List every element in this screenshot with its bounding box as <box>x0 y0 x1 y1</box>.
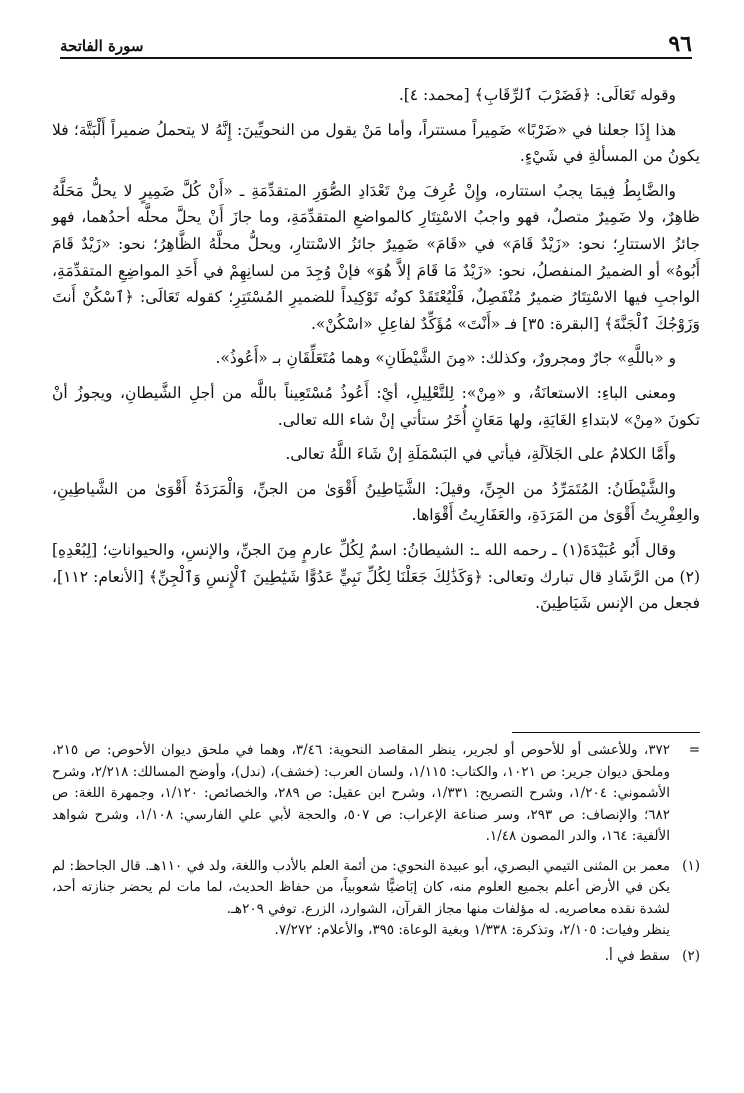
footnote-1 <box>52 856 700 942</box>
paragraph: والضَّابِطُ فِيمَا يجبُ استتاره، وإِنْ عُرِفَ مِنْ تَعْدَادِ الصُّوَرِ المتقدِّمَةِ ـ «أَنْ كُلَّ ضَمِيرٍ لا يحلُّ مَحَلَّهُ ظاهِرٌ، ولا ضَمِيرٌ متصلٌ، فهو واجبُ الاسْتِتَارِ كالمواضعِ المتقدِّمَةِ، وما جازَ أَنْ يحلَّ محلَّه أحدُهما، فهو جائزُ الاستتارِ؛ نحو: «زَيْدٌ قَامَ» في «قَامَ» ضَمِيرٌ جائزُ الاسْتتارِ، ويحلُّ محلَّهُ الظَّاهِرُ؛ نحو: «زَيْدٌ قَامَ أَبُوهُ» أو الضميرُ المنفصلُ، نحو: «زَيْدٌ مَا قَامَ إلاَّ هُوَ» فإنْ وُجِدَ من لسانِهِمْ في أَحَدِ المواضِعِ المتقدِّمَةِ، الواجبِ فيها الاسْتِتَارُ ضميرٌ مُنْفَصِلٌ، فَلْيُعْتَقَدْ كونُه تَوْكِيداً للضميرِ المُسْتَتِرِ؛ كقوله تَعَالَى: ﴿ٱسْكُنْ أَنتَ وَزَوْجُكَ ٱلْجَنَّةَ﴾ [البقرة: ٣٥] فـ «أَنْتَ» مُؤَكِّدٌ لفاعِلِ «اسْكُنْ». <box>52 181 700 333</box>
footnote-marker: = <box>688 742 700 758</box>
paragraph: وأَمَّا الكلامُ على الجَلاَلَةِ، فيأتي في البَسْمَلَةِ إنْ شَاءَ اللَّهُ تعالى. <box>285 445 676 464</box>
footnote-marker: (١) <box>682 857 700 874</box>
footnote-2 <box>52 946 700 968</box>
header-title: سورة الفاتحة <box>60 37 144 55</box>
footnote-reference: ينظر وفيات: ٢/١٠٥، وتذكرة: ١/٣٣٨ وبغية الوعاة: ٣٩٥، والأعلام: ٧/٢٧٢. <box>274 922 670 938</box>
footnote-text: معمر بن المثنى التيمي البصري، أبو عبيدة النحوي: من أئمة العلم بالأدب واللغة، ولد في ١١٠هـ. قال الجاحظ: لم يكن في الأرض أعلم بجميع العلوم منه، كان إبَاضيًّا شعوبياً، من حفاظ الحديث، لما مات لم يحضر جنازته أحد، لشدة نقده معاصريه. له مؤلفات منها مجاز القرآن، الشوارد، الزرع. توفي ٢٠٩هـ. <box>52 857 670 917</box>
footnote-continuation <box>52 740 700 848</box>
paragraph: و «باللَّهِ» جارٌ ومجرورٌ، وكذلك: «مِنَ الشَّيْطَانِ» وهما مُتَعَلِّقَانِ بـ «أَعُوذُ». <box>215 349 676 368</box>
footnote-text: ٣٧٢، وللأعشى أو للأحوص أو لجرير، ينظر المقاصد النحوية: ٣/٤٦، وهما في ملحق ديوان الأحوص: ص ٢١٥، وملحق ديوان جرير: ص ١٠٢١، والكتاب: ١/١١٥، ولسان العرب: (خشف)، (ندل)، وأوضح المسالك: ٢/٢١٨، وشرح الأشموني: ١/٢٠٤، وشرح التصريح: ١/٣٣١، وشرح ابن عقيل: ص ٢٨٩، والخصائص: ١/١٢٠، وجمهرة اللغة: ص ٦٨٢؛ والإنصاف: ص ٢٩٣، وسر صناعة الإعراب: ص ٥٠٧، والحجة لأبي علي الفارسي: ١/١٠٨، وشرح شواهد الألفية: ١٦٤، والدر المصون ١/٤٨. <box>52 742 671 844</box>
header-rule <box>60 57 692 59</box>
paragraph: وقال أَبُو عُبَيْدَةَ(١) ـ رحمه الله ـ: الشيطانُ: اسمٌ لِكُلِّ عارمٍ مِنَ الجنِّ، والإنسِ، والحيواناتِ؛ [لِبُعْدِهِ](٢) من الرَّشَادِ قال تبارك وتعالى: ﴿وَكَذَٰلِكَ جَعَلْنَا لِكُلِّ نَبِيٍّ عَدُوًّا شَيَٰطِينَ ٱلْإِنسِ وَٱلْجِنِّ﴾ [الأنعام: ١١٢]، فجعل من الإنس شَيَاطِينَ. <box>52 540 700 613</box>
footnote-rule <box>512 732 700 733</box>
page-number: ٩٦ <box>668 31 692 57</box>
main-text <box>52 82 700 625</box>
footnotes <box>52 740 700 971</box>
running-header <box>60 30 692 56</box>
footnote-marker: (٢) <box>682 947 700 964</box>
paragraph: وقوله تَعَالَى: ﴿فَضَرْبَ ٱلرِّقَابِ﴾ [محمد: ٤]. <box>398 86 676 104</box>
paragraph: ومعنى الباءِ: الاستعانَةُ، و «مِنْ»: لِلتَّعْلِيلِ، أيْ: أَعُوذُ مُسْتَعِيناً باللَّه من أجلِ الشَّيطانِ، ويجوزُ أنْ تكونَ «مِنْ» لابتداءِ الغَايَةِ، ولها مَعَانٍ أُخَرُ ستأتي إنْ شاء الله تعالى. <box>52 383 700 429</box>
paragraph: هذا إِذَا جعلنا في «ضَرْبًا» ضَمِيراً مستتراً، وأما مَنْ يقول من النحويِّينَ: إِنَّهُ لا يتحملُ ضميراً أَلْبَتَّة؛ فلا يكونُ من المسألةِ في شَيْءٍ. <box>52 120 700 166</box>
paragraph: والشَّيْطَانُ: المُتَمَرِّدُ من الجِنِّ، وقيلَ: الشَّيَاطِينُ أَقْوَىٰ من الجنِّ، وَالْمَرَدَةُ أَقْوَىٰ من الشَّياطِينِ، والعِفْرِيتُ أَقْوَىٰ من المَرَدَةِ، والعَفَارِيتُ أَقْوَاها. <box>52 479 700 525</box>
footnote-text: سقط في أ. <box>604 947 670 964</box>
